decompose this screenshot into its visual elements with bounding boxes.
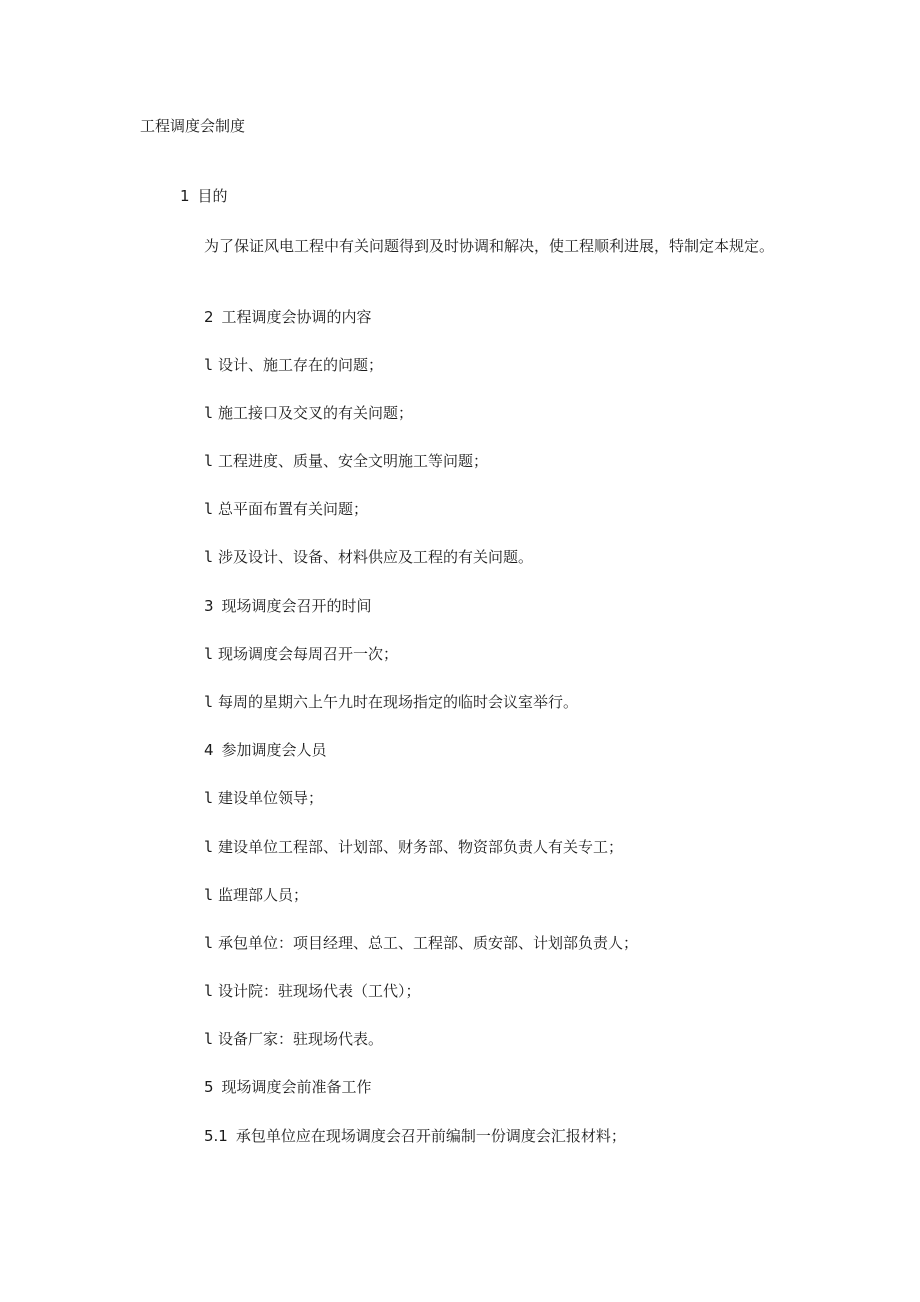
section-title: 工程调度会协调的内容 bbox=[221, 308, 372, 326]
bullet-marker: l bbox=[204, 789, 214, 807]
list-item bbox=[204, 644, 398, 664]
list-item-text: 建设单位领导； bbox=[218, 789, 324, 807]
section-heading-1 bbox=[180, 186, 228, 206]
list-item-text: 设计院：驻现场代表（工代）； bbox=[218, 982, 421, 1000]
section-number: 5 bbox=[204, 1078, 214, 1096]
list-item-text: 每周的星期六上午九时在现场指定的临时会议室举行。 bbox=[218, 693, 579, 711]
section-number: 1 bbox=[180, 187, 190, 205]
list-item bbox=[204, 837, 623, 857]
list-item-text: 设计、施工存在的问题； bbox=[218, 356, 384, 374]
section-number: 2 bbox=[204, 308, 214, 326]
list-item bbox=[204, 403, 413, 423]
bullet-marker: l bbox=[204, 934, 214, 952]
section-number: 4 bbox=[204, 741, 214, 759]
list-item bbox=[204, 981, 421, 1001]
list-item-text: 现场调度会每周召开一次； bbox=[218, 645, 399, 663]
bullet-marker: l bbox=[204, 645, 214, 663]
bullet-marker: l bbox=[204, 886, 214, 904]
bullet-marker: l bbox=[204, 500, 214, 518]
list-item-text: 建设单位工程部、计划部、财务部、物资部负责人有关专工； bbox=[218, 838, 624, 856]
list-item bbox=[204, 547, 533, 567]
section-title: 现场调度会召开的时间 bbox=[221, 597, 372, 615]
bullet-marker: l bbox=[204, 838, 214, 856]
bullet-marker: l bbox=[204, 356, 214, 374]
section-title: 现场调度会前准备工作 bbox=[221, 1078, 372, 1096]
subsection-text: 承包单位应在现场调度会召开前编制一份调度会汇报材料； bbox=[235, 1127, 626, 1145]
bullet-marker: l bbox=[204, 693, 214, 711]
list-item bbox=[204, 933, 638, 953]
list-item-text: 监理部人员； bbox=[218, 886, 309, 904]
document-title: 工程调度会制度 bbox=[140, 117, 246, 135]
section-heading-5 bbox=[204, 1077, 372, 1097]
subsection-number: 5.1 bbox=[204, 1127, 228, 1145]
list-item bbox=[204, 885, 308, 905]
list-item bbox=[204, 355, 383, 375]
list-item bbox=[204, 451, 488, 471]
list-item-text: 工程进度、质量、安全文明施工等问题； bbox=[218, 452, 489, 470]
list-item-text: 总平面布置有关问题； bbox=[218, 500, 369, 518]
list-item-text: 施工接口及交叉的有关问题； bbox=[218, 404, 414, 422]
section-paragraph-1: 为了保证风电工程中有关问题得到及时协调和解决，使工程顺利进展，特制定本规定。 bbox=[204, 237, 775, 255]
list-item bbox=[204, 788, 323, 808]
bullet-marker: l bbox=[204, 548, 214, 566]
list-item bbox=[204, 692, 578, 712]
list-item bbox=[204, 1029, 383, 1049]
section-heading-4 bbox=[204, 740, 327, 760]
list-item bbox=[204, 499, 368, 519]
bullet-marker: l bbox=[204, 982, 214, 1000]
section-heading-3 bbox=[204, 596, 372, 616]
list-item-text: 承包单位：项目经理、总工、工程部、质安部、计划部负责人； bbox=[218, 934, 639, 952]
bullet-marker: l bbox=[204, 452, 214, 470]
list-item-text: 涉及设计、设备、材料供应及工程的有关问题。 bbox=[218, 548, 534, 566]
list-item-text: 设备厂家：驻现场代表。 bbox=[218, 1030, 384, 1048]
section-title: 参加调度会人员 bbox=[221, 741, 327, 759]
section-title: 目的 bbox=[197, 187, 228, 205]
subsection-5-1 bbox=[204, 1126, 626, 1146]
bullet-marker: l bbox=[204, 1030, 214, 1048]
section-number: 3 bbox=[204, 597, 214, 615]
section-heading-2 bbox=[204, 307, 372, 327]
bullet-marker: l bbox=[204, 404, 214, 422]
